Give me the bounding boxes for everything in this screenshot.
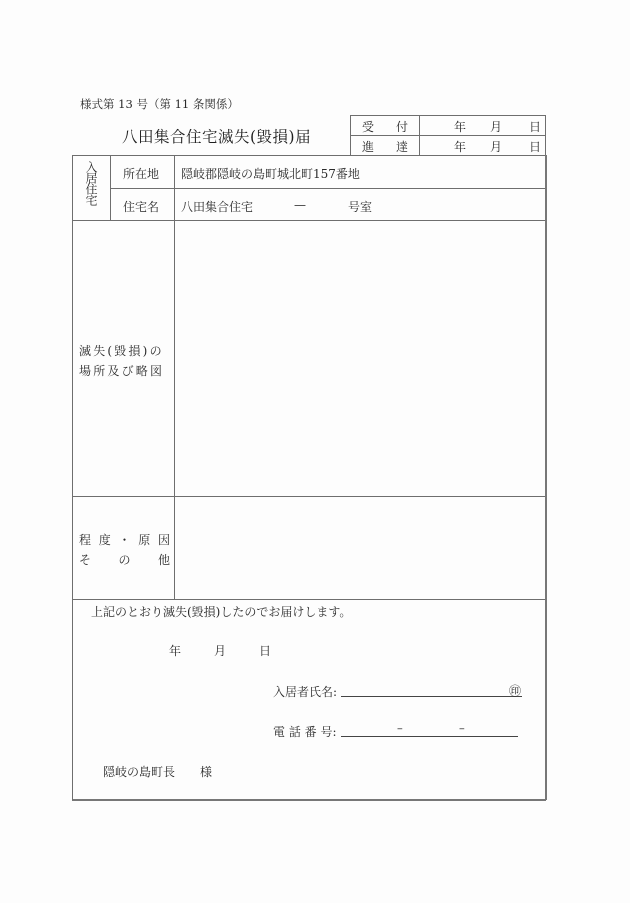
location-value[interactable]: 隠岐郡隠岐の島町城北町157番地 (181, 167, 360, 181)
declaration-statement: 上記のとおり滅失(毀損)したのでお届けします。 (91, 605, 352, 619)
reception-received-year[interactable]: 年 (454, 120, 467, 134)
degree-cause-label: 程 度 ・ 原 因 そ の 他 (79, 533, 170, 567)
reception-forwarded-day[interactable]: 日 (529, 140, 542, 154)
form-number: 様式第 13 号（第 11 条関係） (80, 97, 239, 111)
reception-forwarded-month[interactable]: 月 (490, 140, 503, 154)
reception-received-month[interactable]: 月 (490, 120, 503, 134)
room-suffix: 号室 (348, 200, 373, 214)
addressee-honorific: 様 (200, 765, 213, 779)
residence-group-label: 入居住宅 (84, 161, 98, 205)
resident-name-label: 入居者氏名: (273, 685, 338, 699)
phone-separator-1: – (397, 721, 403, 735)
page-title: 八田集合住宅滅失(毀損)届 (122, 128, 312, 146)
resident-name-field[interactable] (341, 696, 522, 697)
housing-dash: — (294, 198, 306, 212)
loss-place-sketch-area[interactable] (176, 222, 544, 495)
housing-name-label: 住宅名 (123, 200, 160, 214)
reception-received-label: 受 付 (362, 120, 408, 134)
declaration-year[interactable]: 年 (169, 644, 182, 658)
location-label: 所在地 (123, 167, 160, 181)
phone-label: 電 話 番 号: (273, 725, 337, 739)
loss-place-label: 滅失(毀損)の 場所及び略図 (79, 344, 165, 378)
reception-forwarded-year[interactable]: 年 (454, 140, 467, 154)
room-number-field[interactable] (312, 196, 346, 214)
addressee: 隠岐の島町長 (103, 765, 176, 779)
declaration-month[interactable]: 月 (214, 644, 227, 658)
reception-received-day[interactable]: 日 (529, 120, 542, 134)
phone-number-field[interactable] (341, 736, 518, 737)
degree-cause-field[interactable] (176, 498, 544, 598)
reception-forwarded-label: 進 達 (362, 140, 408, 154)
phone-separator-2: – (459, 721, 465, 735)
declaration-day[interactable]: 日 (259, 644, 272, 658)
housing-name-value: 八田集合住宅 (181, 200, 254, 214)
seal-mark: ㊞ (509, 684, 522, 698)
